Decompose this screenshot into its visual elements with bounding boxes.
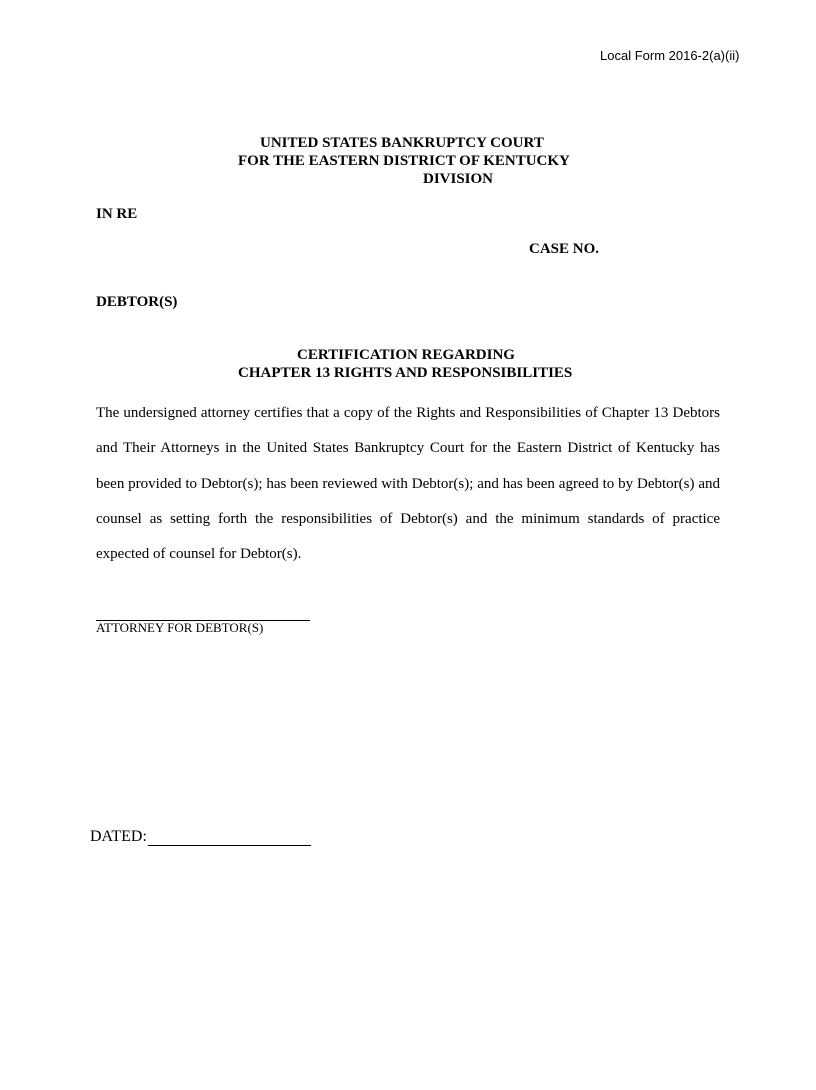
dated-label: DATED: <box>90 828 147 845</box>
in-re-label: IN RE <box>96 206 138 222</box>
dated-line <box>148 845 311 846</box>
certification-body: The undersigned attorney certifies that a copy of the Rights and Responsibilities of Chapter 13 Debtors and Their Attorneys in the United States Bankruptcy Court for the Eastern District of Kentucky has been provided to Debtor(s); has been reviewed with Debtor(s); and has been agreed to by Debtor(s) and counsel as setting forth the responsibilities of Debtor(s) and the minimum standards of practice expected of counsel for Debtor(s). <box>96 405 720 563</box>
court-name: UNITED STATES BANKRUPTCY COURT <box>260 135 544 151</box>
debtors-label: DEBTOR(S) <box>96 294 178 310</box>
attorney-signature-label: ATTORNEY FOR DEBTOR(S) <box>96 620 264 635</box>
certification-title-line1: CERTIFICATION REGARDING <box>297 347 515 363</box>
form-number: Local Form 2016-2(a)(ii) <box>600 48 740 63</box>
court-division: DIVISION <box>423 171 494 187</box>
case-no-label: CASE NO. <box>529 241 600 257</box>
court-district: FOR THE EASTERN DISTRICT OF KENTUCKY <box>238 153 570 169</box>
certification-title-line2: CHAPTER 13 RIGHTS AND RESPONSIBILITIES <box>238 365 573 381</box>
